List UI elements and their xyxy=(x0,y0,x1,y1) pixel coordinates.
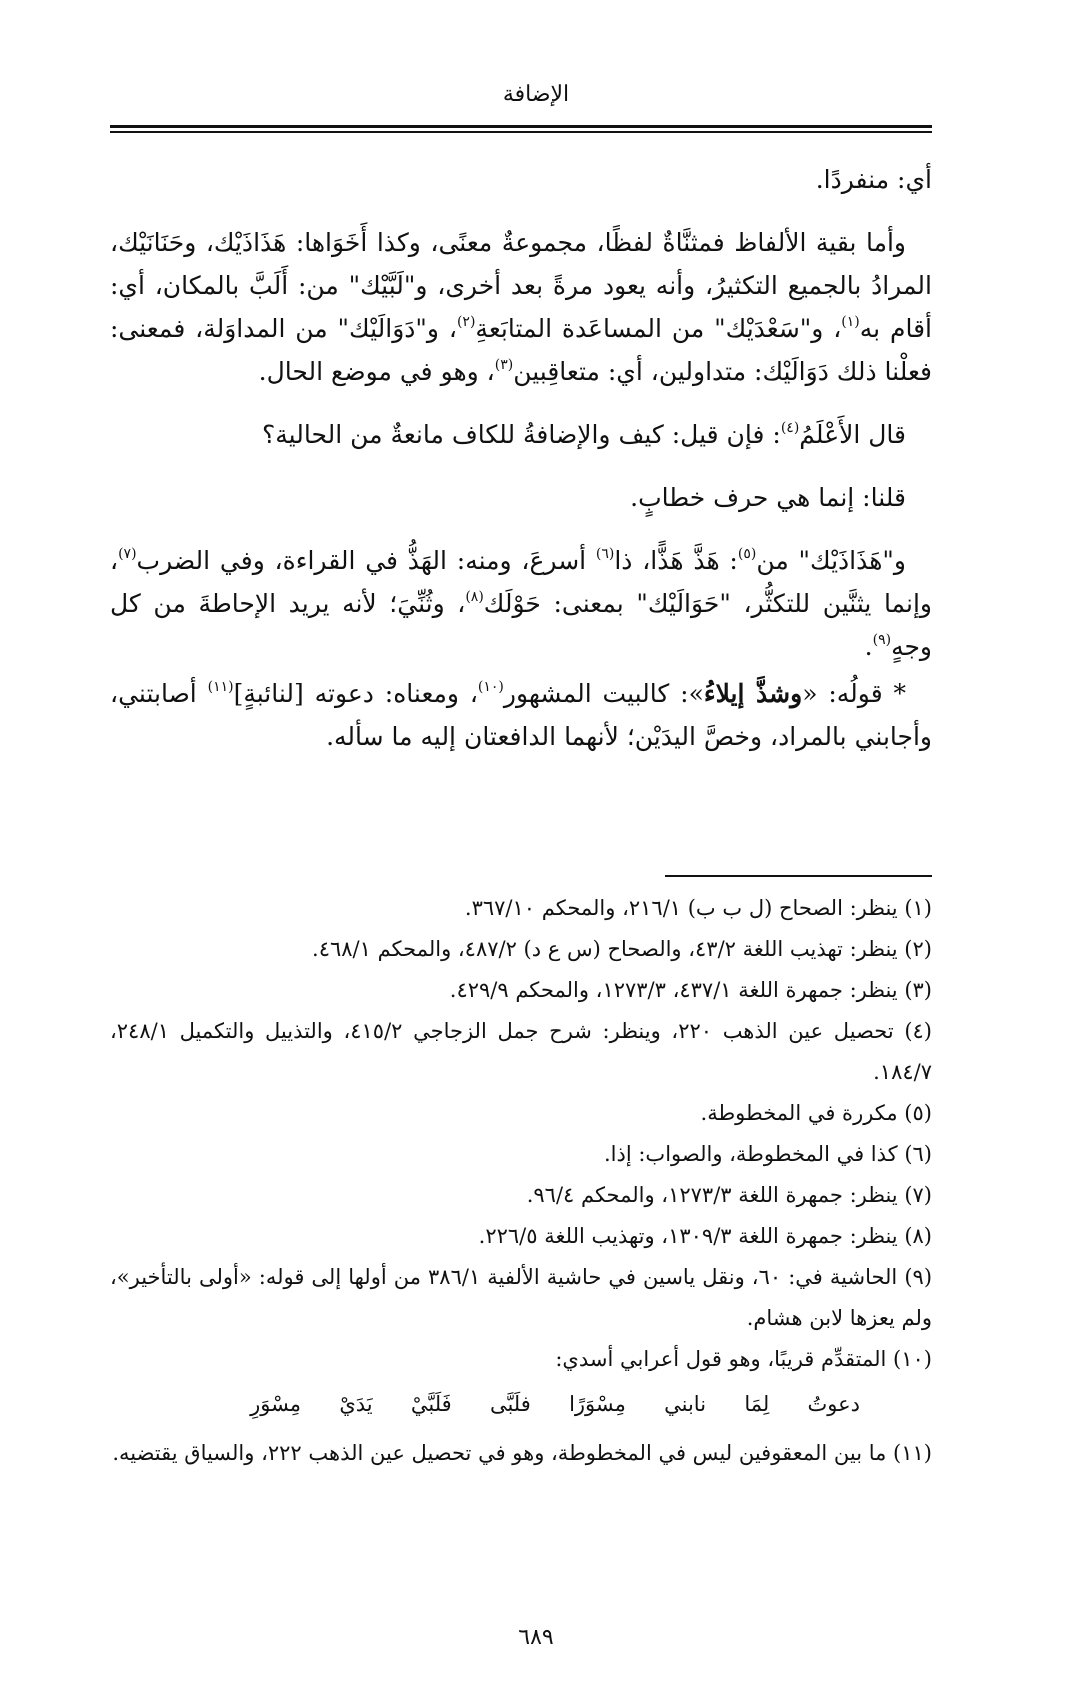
footnote-ref-6[interactable]: (٦) xyxy=(595,545,615,562)
verse-word: نابني xyxy=(664,1392,707,1416)
header-rule-thick xyxy=(110,125,932,128)
footnote-3: (٣) ينظر: جمهرة اللغة ٤٣٧/١، ١٢٧٣/٣، والمحكم ٤٢٩/٩. xyxy=(449,978,932,1002)
paragraph-4: قلنا: إنما هي حرف خطابٍ. xyxy=(630,483,906,512)
footnote-ref-2[interactable]: (٢) xyxy=(456,313,476,330)
footnote-10: (١٠) المتقدِّم قريبًا، وهو قول أعرابي أسدي: xyxy=(555,1347,932,1371)
footnote-ref-4[interactable]: (٤) xyxy=(780,419,800,436)
footnotes xyxy=(110,888,932,1474)
footnote-ref-11[interactable]: (١١) xyxy=(207,678,234,695)
footnote-ref-8[interactable]: (٨) xyxy=(465,588,484,605)
footnote-9: (٩) الحاشية في: ٦٠، ونقل ياسين في حاشية الألفية ٣٨٦/١ من أولها إلى قوله: «أولى بالتأخير»، ولم يعزها لابن هشام. xyxy=(110,1265,933,1330)
verse-word: دعوتُ xyxy=(807,1392,860,1416)
footnote-7: (٧) ينظر: جمهرة اللغة ١٢٧٣/٣، والمحكم ٩٦/٤. xyxy=(526,1183,932,1207)
footnote-11: (١١) ما بين المعقوفين ليس في المخطوطة، وهو في تحصيل عين الذهب ٢٢٢، والسياق يقتضيه. xyxy=(112,1441,932,1465)
footnote-separator xyxy=(665,875,932,877)
paragraph-1: أي: منفردًا. xyxy=(815,165,932,194)
footnote-8: (٨) ينظر: جمهرة اللغة ١٣٠٩/٣، وتهذيب اللغة ٢٢٦/٥. xyxy=(478,1224,932,1248)
poetry-verse xyxy=(110,1384,932,1425)
footnote-ref-10[interactable]: (١٠) xyxy=(477,678,504,695)
footnote-ref-5[interactable]: (٥) xyxy=(737,545,757,562)
paragraph-5: و"هَذَاذَيْك" من$^{(٥)}$: هَذَّ هَذًّا، ذا$^{(٦)}$ أسرعَ، ومنه: الهَذُّ في القراءة، وفي الضرب$^{(٧)}$، وإنما يثنَّين للتكثُّر، "حَوَالَيْك" بمعنى: حَوْلَك$^{(٨)}$، وثُنِّيَ؛ لأنه يريد الإحاطةَ من كل وجهٍ$^{(٩)}$. xyxy=(110,545,932,661)
verse-word: فَلَبَّيْ xyxy=(410,1392,452,1416)
footnote-1: (١) ينظر: الصحاح (ل ب ب) ٢١٦/١، والمحكم ٣٦٧/١٠. xyxy=(464,896,932,920)
page-number: ٦٨٩ xyxy=(518,1625,554,1650)
footnote-ref-9[interactable]: (٩) xyxy=(872,631,892,648)
footnote-4: (٤) تحصيل عين الذهب ٢٢٠، وينظر: شرح جمل الزجاجي ٤١٥/٢، والتذييل والتكميل ٢٤٨/١، ١٨٤/٧. xyxy=(110,1019,932,1084)
footnote-ref-7[interactable]: (٧) xyxy=(118,545,137,562)
quoted-phrase: وشذَّ إيلاءُ xyxy=(703,679,803,708)
verse-word: مِسْوَرِ xyxy=(250,1392,302,1416)
footnote-ref-3[interactable]: (٣) xyxy=(494,356,514,373)
verse-word: مِسْوَرًا xyxy=(569,1392,626,1416)
running-title: الإضافة xyxy=(502,82,570,107)
main-text xyxy=(110,158,932,778)
header-rule-thin xyxy=(110,131,932,133)
footnote-5: (٥) مكررة في المخطوطة. xyxy=(700,1101,932,1125)
paragraph-6: * قولُه: «وشذَّ إيلاءُ»: كالبيت المشهور$^{(١٠)}$، ومعناه: دعوته [لنائبةٍ]$^{(١١)}$ أصابتني، وأجابني بالمراد، وخصَّ اليدَيْن؛ لأنهما الدافعتان إليه ما سأله. xyxy=(110,678,932,751)
verse-word: فلَبَّى xyxy=(489,1392,531,1416)
verse-word: يَدَيْ xyxy=(339,1392,373,1416)
footnote-6: (٦) كذا في المخطوطة، والصواب: إذا. xyxy=(603,1142,932,1166)
paragraph-2: وأما بقية الألفاظ فمثنَّاةٌ لفظًا، مجموعةٌ معنًى، وكذا أَخَوَاها: هَذَاذَيْك، وحَنَانَيْك، المرادُ بالجميع التكثيرُ، وأنه يعود مرةً بعد أخرى، و"لَبَّيْك" من: أَلَبَّ بالمكان، أي: أقام به$^{(١)}$، و"سَعْدَيْك" من المساعَدة المتابَعةِ$^{(٢)}$، و"دَوَالَيْك" من المداوَلة، فمعنى: فعلْنا ذلك دَوَالَيْك: متداولين، أي: متعاقِبين$^{(٣)}$، وهو في موضع الحال. xyxy=(110,228,932,386)
paragraph-3: قال الأَعْلَمُ$^{(٤)}$: فإن قيل: كيف والإضافةُ للكاف مانعةٌ من الحالية؟ xyxy=(262,419,906,449)
footnote-ref-1[interactable]: (١) xyxy=(841,313,860,330)
footnote-2: (٢) ينظر: تهذيب اللغة ٤٣/٢، والصحاح (س ع د) ٤٨٧/٢، والمحكم ٤٦٨/١. xyxy=(312,937,932,961)
verse-word: لِمَا xyxy=(744,1392,770,1416)
